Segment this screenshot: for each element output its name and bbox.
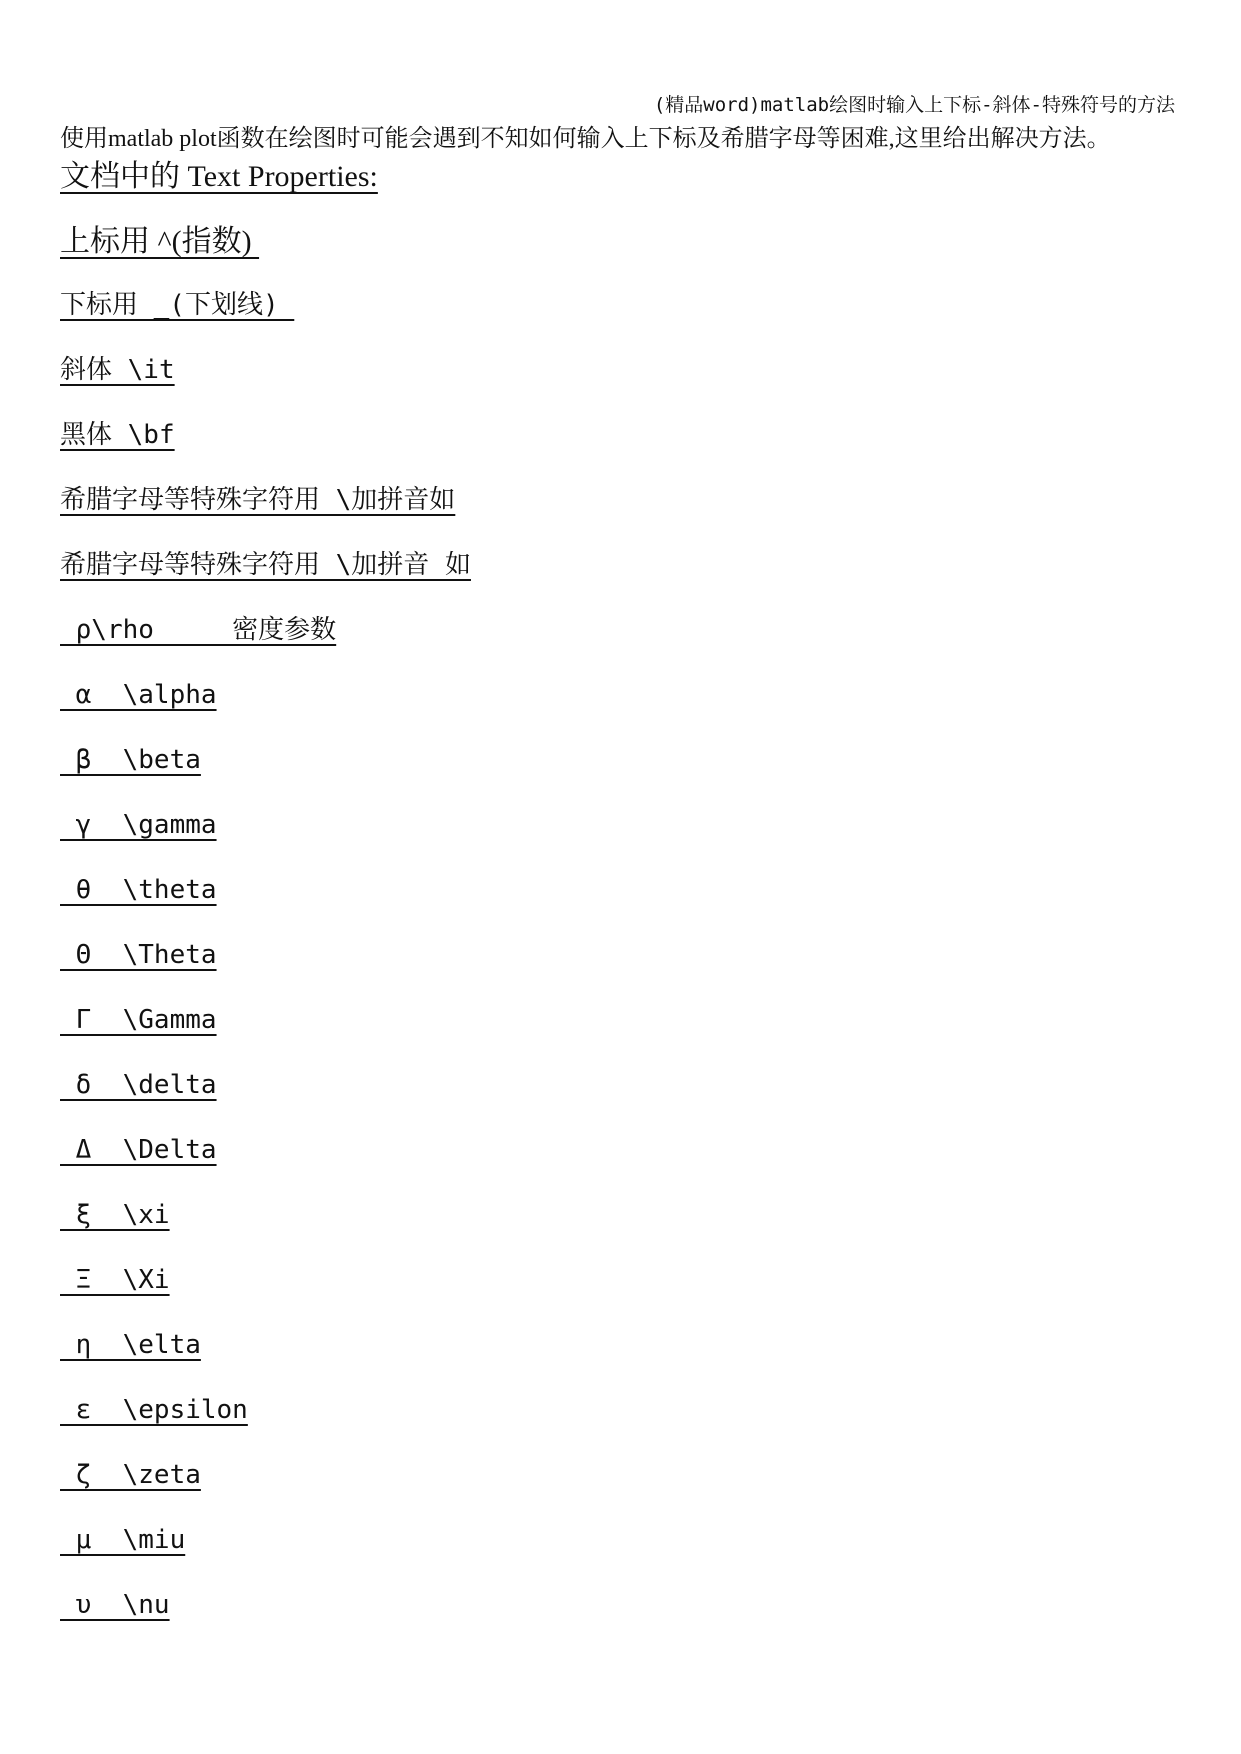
text-line-row: [60, 422, 471, 487]
text-line-row: [60, 162, 471, 227]
text-line-row: [60, 1202, 471, 1267]
text-line-row: [60, 877, 471, 942]
text-line: β \beta: [60, 745, 201, 775]
text-line-row: [60, 1332, 471, 1397]
text-line: μ \miu: [60, 1525, 186, 1555]
text-line: Γ \Gamma: [60, 1005, 217, 1035]
text-line: 下标用 _(下划线): [60, 290, 295, 320]
text-line: Ξ \Xi: [60, 1265, 170, 1295]
text-lines: [60, 162, 471, 1657]
text-line-row: [60, 227, 471, 292]
text-line-row: [60, 292, 471, 357]
running-header: (精品word)matlab绘图时输入上下标-斜体-特殊符号的方法: [653, 94, 1175, 116]
text-line: υ \nu: [60, 1590, 170, 1620]
text-line-row: [60, 1462, 471, 1527]
text-line: 上标用 ^(指数): [60, 225, 260, 258]
text-line: 文档中的 Text Properties:: [60, 160, 378, 193]
text-line-row: [60, 552, 471, 617]
text-line-row: [60, 1137, 471, 1202]
text-line: ζ \zeta: [60, 1460, 201, 1490]
text-line: ρ\rho 密度参数: [60, 615, 337, 645]
text-line: 希腊字母等特殊字符用 \加拼音 如: [60, 550, 471, 580]
text-line-row: [60, 1267, 471, 1332]
text-line-row: [60, 747, 471, 812]
text-line-row: [60, 1592, 471, 1657]
text-line-row: [60, 1007, 471, 1072]
text-line-row: [60, 1072, 471, 1137]
text-line: η \elta: [60, 1330, 201, 1360]
text-line-row: [60, 942, 471, 1007]
text-line-row: [60, 812, 471, 877]
text-line-row: [60, 682, 471, 747]
text-line: Θ \Theta: [60, 940, 217, 970]
text-line-row: [60, 357, 471, 422]
text-line: δ \delta: [60, 1070, 217, 1100]
text-line-row: [60, 617, 471, 682]
text-line: ε \epsilon: [60, 1395, 248, 1425]
text-line-row: [60, 487, 471, 552]
text-line: Δ \Delta: [60, 1135, 217, 1165]
text-line: θ \theta: [60, 875, 217, 905]
intro-paragraph: 使用matlab plot函数在绘图时可能会遇到不知如何输入上下标及希腊字母等困难,这里给出解决方法。: [60, 126, 1111, 152]
text-line: 希腊字母等特殊字符用 \加拼音如: [60, 485, 456, 515]
text-line-row: [60, 1527, 471, 1592]
text-line: α \alpha: [60, 680, 217, 710]
text-line: ξ \xi: [60, 1200, 170, 1230]
text-line: γ \gamma: [60, 810, 217, 840]
text-line: 黑体 \bf: [60, 420, 175, 450]
text-line: 斜体 \it: [60, 355, 175, 385]
text-line-row: [60, 1397, 471, 1462]
